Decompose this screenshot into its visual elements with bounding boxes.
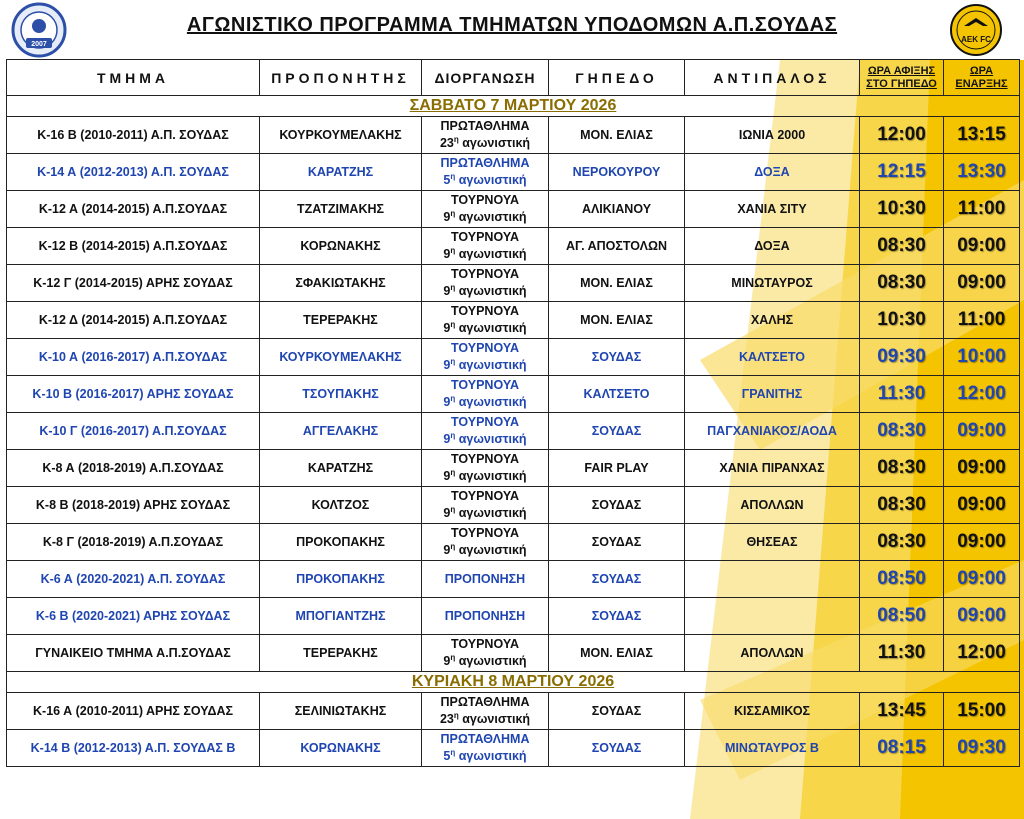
competition-round xyxy=(422,281,548,298)
table-row xyxy=(7,450,1020,487)
day-header-row xyxy=(7,672,1020,693)
table-row xyxy=(7,524,1020,561)
arrival-time-cell: 08:50 xyxy=(860,561,944,598)
arrival-time-cell: 08:30 xyxy=(860,413,944,450)
competition-cell xyxy=(422,413,549,450)
competition-type: ΠΡΟΠΟΝΗΣΗ xyxy=(444,571,526,586)
round-suffix: η xyxy=(453,134,459,144)
ground-cell: ΑΛΙΚΙΑΝΟΥ xyxy=(549,191,685,228)
start-time-cell: 12:00 xyxy=(944,635,1020,672)
start-time-cell: 09:00 xyxy=(944,228,1020,265)
header-start-line2: ΕΝΑΡΞΗΣ xyxy=(955,77,1008,90)
day-label: ΚΥΡΙΑΚΗ 8 ΜΑΡΤΙΟΥ 2026 xyxy=(7,672,1020,693)
ground-cell: ΣΟΥΔΑΣ xyxy=(549,487,685,524)
logo-year: 2007 xyxy=(31,41,47,48)
coach-cell: ΚΑΡΑΤΖΗΣ xyxy=(260,450,422,487)
round-suffix: η xyxy=(450,747,456,757)
round-suffix: η xyxy=(450,208,456,218)
team-cell: Κ-10 Γ (2016-2017) Α.Π.ΣΟΥΔΑΣ xyxy=(7,413,260,450)
arrival-time-cell: 11:30 xyxy=(860,376,944,413)
header-row xyxy=(7,60,1020,96)
arrival-time-cell: 12:00 xyxy=(860,117,944,154)
competition-type: ΤΟΥΡΝΟΥΑ xyxy=(450,636,520,651)
competition-type: ΤΟΥΡΝΟΥΑ xyxy=(450,525,520,540)
team-cell: Κ-10 Α (2016-2017) Α.Π.ΣΟΥΔΑΣ xyxy=(7,339,260,376)
competition-type: ΠΡΩΤΑΘΛΗΜΑ xyxy=(440,694,530,709)
table-row xyxy=(7,376,1020,413)
table-row xyxy=(7,302,1020,339)
page-title: ΑΓΩΝΙΣΤΙΚΟ ΠΡΟΓΡΑΜΜΑ ΤΜΗΜΑΤΩΝ ΥΠΟΔΟΜΩΝ Α.Π.ΣΟΥΔΑΣ xyxy=(186,14,838,36)
round-suffix: η xyxy=(450,504,456,514)
round-number: 9 xyxy=(443,432,451,447)
coach-cell: ΚΑΡΑΤΖΗΣ xyxy=(260,154,422,191)
round-number: 5 xyxy=(443,749,451,764)
start-time-cell: 13:30 xyxy=(944,154,1020,191)
arrival-time-cell: 08:30 xyxy=(860,265,944,302)
arrival-time-cell: 09:30 xyxy=(860,339,944,376)
opponent-cell: ΧΑΝΙΑ ΠΙΡΑΝΧΑΣ xyxy=(685,450,860,487)
competition-cell xyxy=(422,561,549,598)
competition-type: ΤΟΥΡΝΟΥΑ xyxy=(450,303,520,318)
round-number: 5 xyxy=(443,173,451,188)
competition-round xyxy=(422,429,548,446)
round-number: 9 xyxy=(443,284,451,299)
header-arrival-line1: ΩΡΑ ΑΦΙΞΗΣ xyxy=(867,64,936,77)
arrival-time-cell: 08:30 xyxy=(860,450,944,487)
round-number: 9 xyxy=(443,543,451,558)
round-word: αγωνιστική xyxy=(458,543,527,558)
schedule-body xyxy=(7,96,1020,767)
round-word: αγωνιστική xyxy=(462,136,531,151)
competition-type: ΠΡΩΤΑΘΛΗΜΑ xyxy=(440,118,530,133)
coach-cell: ΚΟΥΡΚΟΥΜΕΛΑΚΗΣ xyxy=(260,339,422,376)
competition-round xyxy=(422,170,548,187)
arrival-time-cell: 08:30 xyxy=(860,487,944,524)
header-team: ΤΜΗΜΑ xyxy=(7,60,260,96)
competition-cell xyxy=(422,635,549,672)
team-cell: Κ-8 Β (2018-2019) ΑΡΗΣ ΣΟΥΔΑΣ xyxy=(7,487,260,524)
competition-round xyxy=(422,392,548,409)
coach-cell: ΤΕΡΕΡΑΚΗΣ xyxy=(260,635,422,672)
round-word: αγωνιστική xyxy=(458,506,527,521)
opponent-cell: ΔΟΞΑ xyxy=(685,228,860,265)
competition-cell xyxy=(422,693,549,730)
round-number: 9 xyxy=(443,321,451,336)
ground-cell: ΑΓ. ΑΠΟΣΤΟΛΩΝ xyxy=(549,228,685,265)
competition-type: ΤΟΥΡΝΟΥΑ xyxy=(450,192,520,207)
round-suffix: η xyxy=(450,541,456,551)
round-number: 9 xyxy=(443,395,451,410)
competition-round xyxy=(422,651,548,668)
opponent-cell: ΔΟΞΑ xyxy=(685,154,860,191)
start-time-cell: 13:15 xyxy=(944,117,1020,154)
table-row xyxy=(7,117,1020,154)
competition-round xyxy=(422,746,548,763)
competition-cell xyxy=(422,730,549,767)
round-suffix: η xyxy=(450,245,456,255)
coach-cell: ΚΟΛΤΖΟΣ xyxy=(260,487,422,524)
competition-cell xyxy=(422,524,549,561)
round-suffix: η xyxy=(450,652,456,662)
coach-cell: ΣΕΛΙΝΙΩΤΑΚΗΣ xyxy=(260,693,422,730)
ground-cell: ΜΟΝ. ΕΛΙΑΣ xyxy=(549,635,685,672)
arrival-time-cell: 08:30 xyxy=(860,228,944,265)
competition-cell xyxy=(422,487,549,524)
competition-round xyxy=(422,466,548,483)
coach-cell: ΚΟΡΩΝΑΚΗΣ xyxy=(260,228,422,265)
competition-type: ΠΡΟΠΟΝΗΣΗ xyxy=(444,608,526,623)
ground-cell: ΚΑΛΤΣΕΤΟ xyxy=(549,376,685,413)
arrival-time-cell: 08:50 xyxy=(860,598,944,635)
round-suffix: η xyxy=(450,356,456,366)
opponent-cell: ΜΙΝΩΤΑΥΡΟΣ Β xyxy=(685,730,860,767)
competition-type: ΤΟΥΡΝΟΥΑ xyxy=(450,377,520,392)
table-row xyxy=(7,730,1020,767)
competition-cell xyxy=(422,265,549,302)
table-row xyxy=(7,561,1020,598)
competition-type: ΤΟΥΡΝΟΥΑ xyxy=(450,229,520,244)
opponent-cell: ΜΙΝΩΤΑΥΡΟΣ xyxy=(685,265,860,302)
coach-cell: ΤΖΑΤΖΙΜΑΚΗΣ xyxy=(260,191,422,228)
schedule-table xyxy=(6,59,1020,767)
competition-cell xyxy=(422,598,549,635)
start-time-cell: 09:00 xyxy=(944,450,1020,487)
team-cell: Κ-6 Α (2020-2021) Α.Π. ΣΟΥΔΑΣ xyxy=(7,561,260,598)
round-word: αγωνιστική xyxy=(458,749,527,764)
start-time-cell: 11:00 xyxy=(944,302,1020,339)
opponent-cell: ΧΑΝΙΑ ΣΙΤΥ xyxy=(685,191,860,228)
ground-cell: ΣΟΥΔΑΣ xyxy=(549,561,685,598)
start-time-cell: 09:00 xyxy=(944,561,1020,598)
round-suffix: η xyxy=(453,710,459,720)
opponent-cell xyxy=(685,598,860,635)
round-word: αγωνιστική xyxy=(458,210,527,225)
arrival-time-cell: 10:30 xyxy=(860,191,944,228)
round-word: αγωνιστική xyxy=(458,432,527,447)
table-row xyxy=(7,487,1020,524)
team-cell: Κ-8 Γ (2018-2019) Α.Π.ΣΟΥΔΑΣ xyxy=(7,524,260,561)
competition-cell xyxy=(422,339,549,376)
ground-cell: ΣΟΥΔΑΣ xyxy=(549,524,685,561)
opponent-cell: ΙΩΝΙΑ 2000 xyxy=(685,117,860,154)
round-word: αγωνιστική xyxy=(458,247,527,262)
team-cell: Κ-6 Β (2020-2021) ΑΡΗΣ ΣΟΥΔΑΣ xyxy=(7,598,260,635)
competition-round xyxy=(422,318,548,335)
competition-round xyxy=(422,355,548,372)
header-opponent: ΑΝΤΙΠΑΛΟΣ xyxy=(685,60,860,96)
start-time-cell: 12:00 xyxy=(944,376,1020,413)
coach-cell: ΑΓΓΕΛΑΚΗΣ xyxy=(260,413,422,450)
competition-cell xyxy=(422,302,549,339)
opponent-cell: ΧΑΛΗΣ xyxy=(685,302,860,339)
round-word: αγωνιστική xyxy=(458,358,527,373)
round-suffix: η xyxy=(450,393,456,403)
competition-type: ΤΟΥΡΝΟΥΑ xyxy=(450,266,520,281)
team-cell: Κ-14 Β (2012-2013) Α.Π. ΣΟΥΔΑΣ Β xyxy=(7,730,260,767)
competition-type: ΠΡΩΤΑΘΛΗΜΑ xyxy=(440,731,530,746)
team-cell: Κ-12 Α (2014-2015) Α.Π.ΣΟΥΔΑΣ xyxy=(7,191,260,228)
ground-cell: ΣΟΥΔΑΣ xyxy=(549,339,685,376)
start-time-cell: 11:00 xyxy=(944,191,1020,228)
round-suffix: η xyxy=(450,171,456,181)
opponent-cell: ΓΡΑΝΙΤΗΣ xyxy=(685,376,860,413)
arrival-time-cell: 08:15 xyxy=(860,730,944,767)
competition-round xyxy=(422,207,548,224)
coach-cell: ΜΠΟΓΙΑΝΤΖΗΣ xyxy=(260,598,422,635)
day-header-row xyxy=(7,96,1020,117)
round-suffix: η xyxy=(450,467,456,477)
start-time-cell: 09:00 xyxy=(944,265,1020,302)
table-row xyxy=(7,265,1020,302)
competition-round xyxy=(422,540,548,557)
team-cell: Κ-14 Α (2012-2013) Α.Π. ΣΟΥΔΑΣ xyxy=(7,154,260,191)
ground-cell: ΣΟΥΔΑΣ xyxy=(549,730,685,767)
opponent-cell: ΑΠΟΛΛΩΝ xyxy=(685,487,860,524)
round-suffix: η xyxy=(450,319,456,329)
round-number: 23 xyxy=(439,136,454,151)
competition-type: ΤΟΥΡΝΟΥΑ xyxy=(450,414,520,429)
start-time-cell: 09:30 xyxy=(944,730,1020,767)
round-number: 9 xyxy=(443,247,451,262)
ground-cell: ΣΟΥΔΑΣ xyxy=(549,693,685,730)
opponent-cell: ΠΑΓΧΑΝΙΑΚΟΣ/ΑΟΔΑ xyxy=(685,413,860,450)
table-row xyxy=(7,693,1020,730)
table-row xyxy=(7,191,1020,228)
coach-cell: ΚΟΥΡΚΟΥΜΕΛΑΚΗΣ xyxy=(260,117,422,154)
opponent-cell xyxy=(685,561,860,598)
start-time-cell: 09:00 xyxy=(944,524,1020,561)
ground-cell: ΜΟΝ. ΕΛΙΑΣ xyxy=(549,117,685,154)
team-cell: Κ-16 Β (2010-2011) Α.Π. ΣΟΥΔΑΣ xyxy=(7,117,260,154)
competition-round xyxy=(422,244,548,261)
coach-cell: ΣΦΑΚΙΩΤΑΚΗΣ xyxy=(260,265,422,302)
arrival-time-cell: 10:30 xyxy=(860,302,944,339)
round-number: 9 xyxy=(443,210,451,225)
team-cell: Κ-10 Β (2016-2017) ΑΡΗΣ ΣΟΥΔΑΣ xyxy=(7,376,260,413)
ground-cell: FAIR PLAY xyxy=(549,450,685,487)
table-row xyxy=(7,339,1020,376)
round-suffix: η xyxy=(450,430,456,440)
coach-cell: ΤΕΡΕΡΑΚΗΣ xyxy=(260,302,422,339)
competition-type: ΤΟΥΡΝΟΥΑ xyxy=(450,488,520,503)
competition-cell xyxy=(422,191,549,228)
ground-cell: ΜΟΝ. ΕΛΙΑΣ xyxy=(549,302,685,339)
round-number: 9 xyxy=(443,358,451,373)
competition-cell xyxy=(422,117,549,154)
competition-type: ΠΡΩΤΑΘΛΗΜΑ xyxy=(440,155,530,170)
header-arrival xyxy=(860,60,944,96)
header-competition: ΔΙΟΡΓΑΝΩΣΗ xyxy=(422,60,549,96)
arrival-time-cell: 13:45 xyxy=(860,693,944,730)
coach-cell: ΠΡΟΚΟΠΑΚΗΣ xyxy=(260,524,422,561)
round-number: 9 xyxy=(443,469,451,484)
team-cell: Κ-16 Α (2010-2011) ΑΡΗΣ ΣΟΥΔΑΣ xyxy=(7,693,260,730)
coach-cell: ΠΡΟΚΟΠΑΚΗΣ xyxy=(260,561,422,598)
header-start xyxy=(944,60,1020,96)
round-word: αγωνιστική xyxy=(458,395,527,410)
start-time-cell: 15:00 xyxy=(944,693,1020,730)
round-word: αγωνιστική xyxy=(458,284,527,299)
competition-cell xyxy=(422,228,549,265)
ground-cell: ΣΟΥΔΑΣ xyxy=(549,413,685,450)
team-cell: Κ-12 Β (2014-2015) Α.Π.ΣΟΥΔΑΣ xyxy=(7,228,260,265)
opponent-cell: ΘΗΣΕΑΣ xyxy=(685,524,860,561)
table-row xyxy=(7,154,1020,191)
start-time-cell: 09:00 xyxy=(944,598,1020,635)
table-row xyxy=(7,635,1020,672)
header-coach: ΠΡΟΠΟΝΗΤΗΣ xyxy=(260,60,422,96)
opponent-cell: ΚΑΛΤΣΕΤΟ xyxy=(685,339,860,376)
arrival-time-cell: 08:30 xyxy=(860,524,944,561)
start-time-cell: 09:00 xyxy=(944,487,1020,524)
team-cell: Κ-12 Γ (2014-2015) ΑΡΗΣ ΣΟΥΔΑΣ xyxy=(7,265,260,302)
round-word: αγωνιστική xyxy=(458,173,527,188)
header-ground: ΓΗΠΕΔΟ xyxy=(549,60,685,96)
competition-round xyxy=(422,503,548,520)
round-word: αγωνιστική xyxy=(458,469,527,484)
day-label: ΣΑΒΒΑΤΟ 7 ΜΑΡΤΙΟΥ 2026 xyxy=(7,96,1020,117)
competition-type: ΤΟΥΡΝΟΥΑ xyxy=(450,340,520,355)
round-word: αγωνιστική xyxy=(458,654,527,669)
logo-text: AEK FC xyxy=(961,35,991,44)
competition-cell xyxy=(422,154,549,191)
round-word: αγωνιστική xyxy=(462,712,531,727)
competition-round xyxy=(422,133,548,150)
team-cell: Κ-12 Δ (2014-2015) Α.Π.ΣΟΥΔΑΣ xyxy=(7,302,260,339)
arrival-time-cell: 12:15 xyxy=(860,154,944,191)
ground-cell: ΣΟΥΔΑΣ xyxy=(549,598,685,635)
competition-cell xyxy=(422,376,549,413)
round-number: 9 xyxy=(443,654,451,669)
round-number: 23 xyxy=(439,712,454,727)
start-time-cell: 09:00 xyxy=(944,413,1020,450)
table-row xyxy=(7,228,1020,265)
team-cell: Κ-8 Α (2018-2019) Α.Π.ΣΟΥΔΑΣ xyxy=(7,450,260,487)
team-cell: ΓΥΝΑΙΚΕΙΟ ΤΜΗΜΑ Α.Π.ΣΟΥΔΑΣ xyxy=(7,635,260,672)
competition-cell xyxy=(422,450,549,487)
round-suffix: η xyxy=(450,282,456,292)
competition-round xyxy=(422,709,548,726)
table-row xyxy=(7,413,1020,450)
arrival-time-cell: 11:30 xyxy=(860,635,944,672)
competition-type: ΤΟΥΡΝΟΥΑ xyxy=(450,451,520,466)
opponent-cell: ΚΙΣΣΑΜΙΚΟΣ xyxy=(685,693,860,730)
coach-cell: ΚΟΡΩΝΑΚΗΣ xyxy=(260,730,422,767)
ground-cell: ΜΟΝ. ΕΛΙΑΣ xyxy=(549,265,685,302)
ground-cell: ΝΕΡΟΚΟΥΡΟΥ xyxy=(549,154,685,191)
header-arrival-line2: ΣΤΟ ΓΗΠΕΔΟ xyxy=(866,77,937,90)
table-row xyxy=(7,598,1020,635)
header-start-line1: ΩΡΑ xyxy=(969,64,994,77)
round-word: αγωνιστική xyxy=(458,321,527,336)
opponent-cell: ΑΠΟΛΛΩΝ xyxy=(685,635,860,672)
start-time-cell: 10:00 xyxy=(944,339,1020,376)
round-number: 9 xyxy=(443,506,451,521)
coach-cell: ΤΣΟΥΠΑΚΗΣ xyxy=(260,376,422,413)
